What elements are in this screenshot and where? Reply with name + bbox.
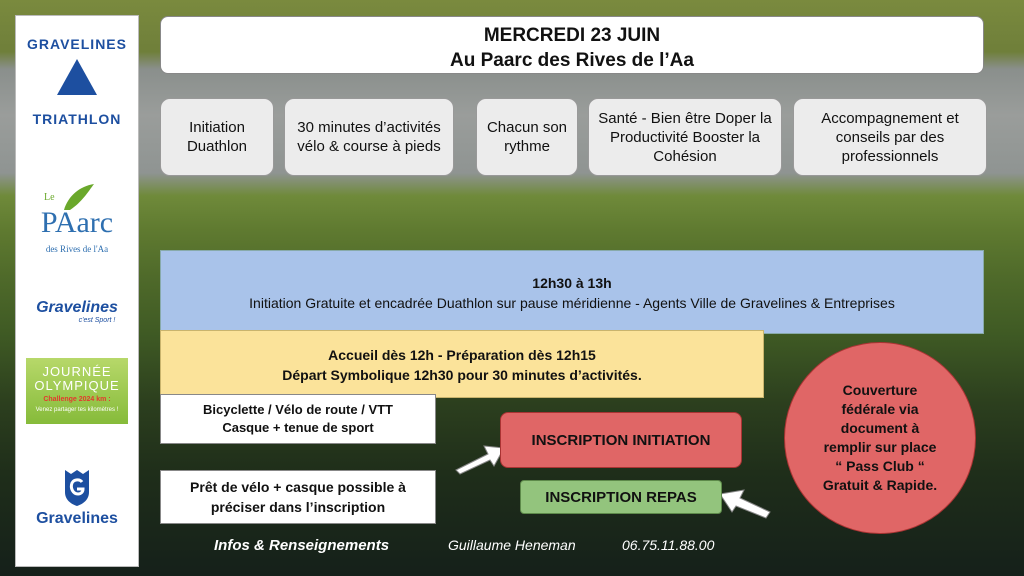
welcome-band [160,330,764,398]
loan-line2: préciser dans l’inscription [210,499,386,515]
schedule-description: Initiation Gratuite et encadrée Duathlon sur pause méridienne - Agents Ville de Gravelines & Entreprises [249,295,895,311]
loan-box [160,470,436,524]
loan-line1: Prêt de vélo + casque possible à [190,479,406,495]
inscription-repas-button[interactable]: INSCRIPTION REPAS [520,480,722,514]
journee-olympique-line2: OLYMPIQUE [34,378,120,393]
paarc-logo-le: Le [44,192,55,203]
pill-sante-bien-etre: Santé - Bien être Doper la Productivité Booster la Cohésion [588,98,782,176]
triathlon-logo-top: GRAVELINES [27,36,127,52]
pill-30-minutes: 30 minutes d’activités vélo & course à pieds [284,98,454,176]
journee-olympique-line1: JOURNÉE [42,364,112,379]
footer-contact-name: Guillaume Heneman [448,537,576,553]
equipment-box [160,394,436,444]
gravelines-sport-logo: Gravelines [36,299,118,316]
event-title-box [160,16,984,74]
journee-olympique-line4: Venez partager tes kilomètres ! [35,407,119,413]
coverage-circle: Couverture fédérale via document à remplir sur place “ Pass Club “ Gratuit & Rapide. [784,342,976,534]
gravelines-logo-name: Gravelines [36,510,118,527]
footer-info-label: Infos & Renseignements [214,537,390,554]
equipment-line1: Bicyclette / Vélo de route / VTT [203,402,393,417]
equipment-line2: Casque + tenue de sport [222,420,374,435]
event-location: Au Paarc des Rives de l’Aa [450,50,694,71]
arrow-to-repas-icon [714,484,774,520]
pill-initiation-duathlon: Initiation Duathlon [160,98,274,176]
gravelines-sport-tagline: c'est Sport ! [78,317,116,324]
pill-chacun-son-rythme: Chacun son rythme [476,98,578,176]
event-date: MERCREDI 23 JUIN [483,25,661,46]
schedule-time: 12h30 à 13h [532,275,612,291]
triathlon-logo-icon [57,59,97,95]
sidebar [15,15,139,567]
footer-phone[interactable]: 06.75.11.88.00 [622,537,715,553]
welcome-line2: Départ Symbolique 12h30 pour 30 minutes d’activités. [282,367,642,383]
journee-olympique-line3: Challenge 2024 km : [43,396,111,403]
triathlon-logo-bottom: TRIATHLON [32,111,122,127]
pill-accompagnement: Accompagnement et conseils par des professionnels [793,98,987,176]
paarc-logo-sub: des Rives de l'Aa [45,244,109,254]
schedule-band [160,250,984,334]
paarc-logo-name: PAarc [40,206,114,239]
welcome-line1: Accueil dès 12h - Préparation dès 12h15 [328,347,596,363]
gravelines-crest-icon [61,468,93,508]
inscription-initiation-button[interactable]: INSCRIPTION INITIATION [500,412,742,468]
